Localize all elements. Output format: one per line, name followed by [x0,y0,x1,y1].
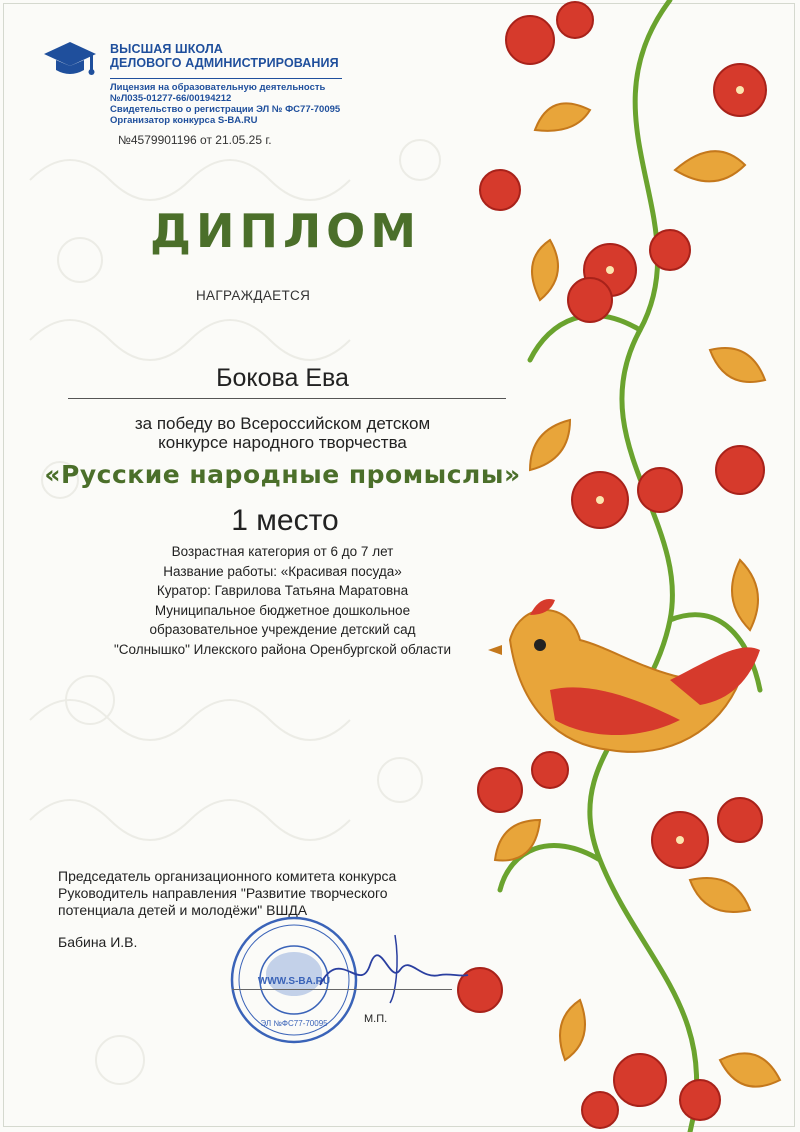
organization-details [110,82,340,126]
award-reason [40,414,525,452]
stamp-label: М.П. [364,1013,388,1025]
recipient-underline [68,398,506,399]
org-name-line1: ВЫСШАЯ ШКОЛА [110,42,223,56]
document-number: №4579901196 от 21.05.25 г. [118,133,272,147]
page-title: ДИПЛОМ [150,204,422,258]
license-number: №Л035-01277-66/00194212 [110,93,232,104]
signatory-title [58,868,396,919]
signatory-name: Бабина И.В. [58,934,138,950]
org-name-line2: ДЕЛОВОГО АДМИНИСТРИРОВАНИЯ [110,56,339,70]
detail-line: "Солнышко" Илекского района Оренбургской области [113,641,452,657]
signatory-line1: Председатель организационного комитета конкурса [58,868,397,884]
registration-line: Свидетельство о регистрации ЭЛ № ФС77-70095 [110,104,341,115]
license-line: Лицензия на образовательную деятельность [110,82,326,93]
detail-line: Муниципальное бюджетное дошкольное [154,602,411,618]
place-result: 1 место [231,504,339,537]
organization-name [110,42,339,70]
header-divider [110,78,342,79]
awarded-label: НАГРАЖДАЕТСЯ [196,288,311,303]
detail-line: Название работы: «Красивая посуда» [163,563,402,579]
signature-line [232,989,452,990]
organizer-line: Организатор конкурса S-BA.RU [110,115,258,126]
signatory-line2: Руководитель направления "Развитие творческого [58,885,388,901]
detail-line: образовательное учреждение детский сад [149,622,416,638]
contest-name: «Русские народные промыслы» [44,460,521,489]
reason-line2: конкурсе народного творчества [158,433,407,452]
reason-line1: за победу во Всероссийском детском [134,414,431,433]
seal-number: ЭЛ №ФС77-70095 [260,1019,328,1028]
recipient-name: Бокова Ева [216,364,349,392]
detail-line: Возрастная категория от 6 до 7 лет [171,544,394,559]
graduation-cap-icon [40,38,100,82]
signature-scribble [300,925,470,1005]
participant-details [60,542,505,660]
detail-line: Куратор: Гаврилова Татьяна Маратовна [156,583,409,599]
seal-center-text: WWW.S-BA.RU [257,976,331,987]
signatory-line3: потенциала детей и молодёжи" ВШДА [58,902,308,918]
